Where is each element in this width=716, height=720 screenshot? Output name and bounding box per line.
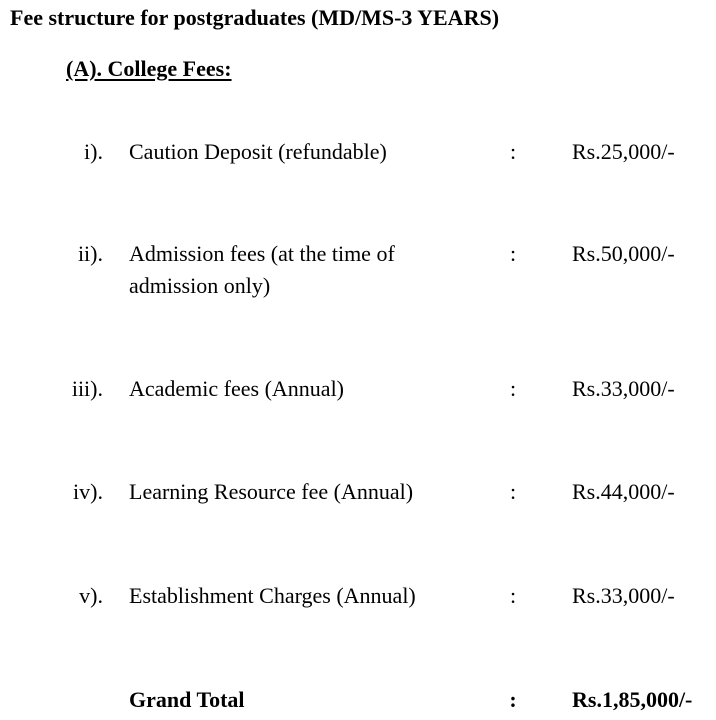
fee-row-description: Establishment Charges (Annual) (129, 583, 416, 608)
fee-row-amount: Rs.33,000/- (572, 376, 675, 401)
fee-row-number: iv). (73, 479, 103, 504)
grand-total-separator: : (509, 687, 517, 712)
fee-row-amount: Rs.44,000/- (572, 479, 675, 504)
fee-row-description: Caution Deposit (refundable) (129, 139, 387, 164)
fee-row-separator: : (509, 241, 517, 266)
fee-row-amount: Rs.50,000/- (572, 241, 675, 266)
fee-row-number: v). (79, 583, 103, 608)
fee-row-number: i). (84, 139, 103, 164)
fee-row-separator: : (509, 479, 517, 504)
fee-row-description: Learning Resource fee (Annual) (129, 479, 414, 504)
fee-row-amount: Rs.33,000/- (572, 583, 675, 608)
fee-row-separator: : (509, 376, 517, 401)
section-heading-college-fees: (A). College Fees: (66, 56, 232, 81)
fee-row-separator: : (509, 139, 517, 164)
grand-total-label: Grand Total (129, 687, 245, 712)
fee-row-number: iii). (71, 376, 103, 401)
fee-row-amount: Rs.25,000/- (572, 139, 675, 164)
fee-row-description: Admission fees (at the time of admission only) (129, 241, 395, 298)
grand-total-amount: Rs.1,85,000/- (572, 687, 693, 712)
fee-row-number: ii). (77, 241, 103, 266)
document-title: Fee structure for postgraduates (MD/MS-3 YEARS) (10, 5, 500, 30)
fee-row-description: Academic fees (Annual) (129, 376, 345, 401)
fee-row-separator: : (509, 583, 517, 608)
